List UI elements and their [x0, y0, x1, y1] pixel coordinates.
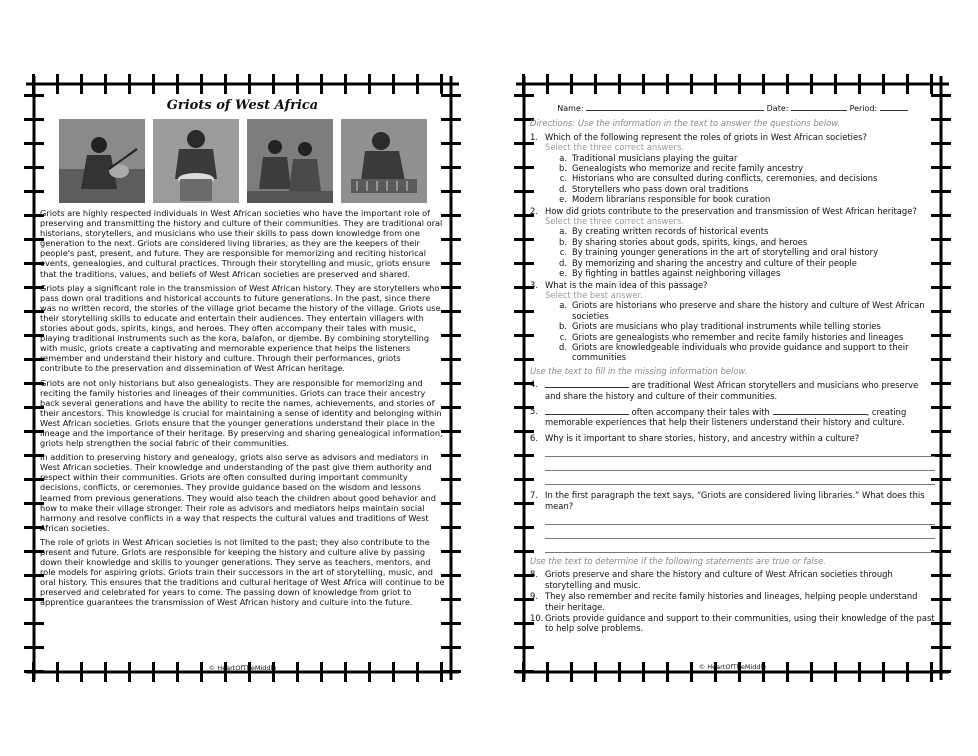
option[interactable]: a. Traditional musicians playing the guitar: [559, 152, 738, 163]
question-2-options: [545, 226, 935, 278]
answer-line[interactable]: [545, 511, 935, 525]
paragraph: Griots play a significant role in the transmission of West African history. They are storytellers who pass down oral traditions and historical accounts to future generations. In the past, since there was no written record, the stories of the village griot became the history of the village. Griots use their storytelling skills to educate and entertain their audiences. They entertain villagers with stories about gods, spirits, kings, and heroes. They often accompany their tales with music, playing traditional instruments such as the kora, balafon, or djembe. By combining storytelling with music, griots create a captivating and memorable experience that helps the listeners remember and understand their history and culture. Through their performances, griots contribute to the preservation and dissemination of West African heritage.: [40, 282, 441, 374]
fill-blank[interactable]: [773, 406, 867, 415]
select-instruction: Select the three correct answers.: [545, 216, 684, 227]
date-field[interactable]: [791, 102, 847, 111]
answer-line[interactable]: [545, 443, 935, 457]
question-8: 8. Griots preserve and share the history and culture of West African societies through storytelling and music.: [530, 569, 893, 590]
question-2: 2. How did griots contribute to the preservation and transmission of West African heritage?: [530, 205, 917, 216]
copyright-footer: © HeartOfTheMiddle: [208, 664, 277, 672]
question-3: 3. What is the main idea of this passage?: [530, 279, 708, 290]
question-1-options: [545, 153, 935, 205]
option[interactable]: b. By sharing stories about gods, spirits, kings, and heroes: [559, 236, 808, 247]
photo-strip: [40, 119, 445, 203]
option[interactable]: c. Griots are genealogists who remember and recite family histories and lineages: [559, 331, 904, 342]
answer-line[interactable]: [545, 525, 935, 539]
paragraph: In addition to preserving history and genealogy, griots also serve as advisors and mediators in West African societies. Their knowledge and understanding of the past give them authority and respect within their communities. Griots are often consulted during important community decisions, conflicts, or ceremonies. They provide guidance based on the wisdom and lessons learned from previous generations. They would also teach the children about good behavior and how to make their village stronger. Their role as advisors and mediators helps maintain social harmony and resolve conflicts in a way that respects the cultural values and traditions of West African societies.: [40, 452, 436, 533]
question-4: 4. are traditional West African storytellers and musicians who preserve and share the history and culture of their communities.: [530, 379, 919, 401]
paragraph: The role of griots in West African societies is not limited to the past; they also contribute to the present and future. Griots are responsible for keeping the history and culture alive by passing down their knowledge and skills to younger generations. They serve as teachers, mentors, and role models for aspiring griots. Griots train their successors in the art of storytelling, music, and oral history. This ensures that the traditions and cultural heritage of West Africa will continue to be preserved and celebrated for years to come. The passing down of knowledge from griot to apprentice guarantees the transmission of West African history and culture into the future.: [40, 536, 445, 608]
period-label: Period:: [849, 104, 878, 113]
option[interactable]: b. Griots are musicians who play traditional instruments while telling stories: [559, 321, 881, 332]
question-7: 7. In the first paragraph the text says, “Griots are considered living libraries.” What does this mean?: [530, 490, 925, 511]
fill-blank[interactable]: [545, 379, 629, 388]
date-label: Date:: [766, 104, 789, 113]
directions: Use the text to fill in the missing information below.: [530, 365, 748, 376]
reading-page: [22, 72, 463, 684]
option[interactable]: e. Modern librarians responsible for book curation: [559, 194, 771, 205]
paragraph: Griots are highly respected individuals in West African societies who have the important role of preserving and transmitting the history and culture of their communities. They are traditional oral historians, storytellers, and musicians who use their skills to pass down knowledge from one generation to the next. Griots are considered living libraries, as they are the keepers of their people's past, present, and future. They are responsible for memorizing and reciting historical events, genealogies, and cultural practices. Through their storytelling and music, griots ensure that the traditions, values, and beliefs of West African societies are preserved and shared.: [40, 208, 443, 279]
worksheet-page: [512, 72, 953, 684]
answer-line[interactable]: [545, 471, 935, 485]
directions: Directions: Use the information in the text to answer the questions below.: [530, 118, 841, 129]
option[interactable]: c. By training younger generations in the art of storytelling and oral history: [559, 247, 879, 258]
question-6: 6. Why is it important to share stories, history, and ancestry within a culture?: [530, 432, 860, 443]
option[interactable]: e. By fighting in battles against neighboring villages: [559, 268, 781, 279]
option[interactable]: c. Historians who are consulted during conflicts, ceremonies, and decisions: [559, 173, 878, 184]
name-label: Name:: [557, 104, 584, 113]
answer-line[interactable]: [545, 457, 935, 471]
select-instruction: Select the best answer.: [545, 289, 643, 300]
question-3-options: [545, 300, 935, 362]
directions: Use the text to determine if the following statements are true or false.: [530, 556, 826, 566]
option[interactable]: b. Genealogists who memorize and recite family ancestry: [559, 163, 804, 174]
question-10: 10. Griots provide guidance and support to their communities, using their knowledge of the past to help solve problems.: [530, 613, 935, 634]
griot-with-drum-image: [153, 119, 239, 203]
griots-group-image: [247, 119, 333, 203]
page-title: Griots of West Africa: [166, 98, 319, 113]
option[interactable]: a. Griots are historians who preserve and share the history and culture of West African societies: [559, 300, 925, 321]
paragraph: Griots are not only historians but also genealogists. They are responsible for memorizing and reciting the family histories and lineages of their communities. Griots can trace their ancestry back several generations and have the ability to recite the names, achievements, and stories of their ancestors. This knowledge is crucial for maintaining a sense of identity and belonging within West African societies. Griots ensure that the younger generations understand their place in the lineage and the importance of their heritage. By preserving and sharing genealogical information, griots help strengthen the social fabric of their communities.: [40, 377, 443, 449]
option[interactable]: a. By creating written records of historical events: [559, 226, 769, 237]
option[interactable]: d. Storytellers who pass down oral traditions: [559, 183, 749, 194]
option[interactable]: d. By memorizing and sharing the ancestry and culture of their people: [559, 257, 857, 268]
answer-line[interactable]: [545, 539, 935, 553]
question-1: 1. Which of the following represent the roles of griots in West African societies?: [530, 131, 867, 142]
griot-with-balafon-image: [341, 119, 427, 203]
name-field[interactable]: [586, 102, 764, 111]
option[interactable]: d. Griots are knowledgeable individuals who provide guidance and support to their communities: [559, 341, 909, 363]
copyright-footer: © HeartOfTheMiddle: [698, 662, 767, 671]
griot-with-lute-image: [59, 119, 145, 203]
question-9: 9. They also remember and recite family histories and lineages, helping people understand their heritage.: [530, 591, 918, 612]
fill-blank[interactable]: [545, 406, 629, 415]
name-date-period-line: [530, 102, 935, 114]
article-text: [40, 208, 445, 608]
question-5: 5. often accompany their tales with , creating memorable experiences that help their listeners understand their history and culture.: [530, 405, 907, 428]
select-instruction: Select the three correct answers.: [545, 142, 684, 153]
period-field[interactable]: [880, 102, 908, 111]
